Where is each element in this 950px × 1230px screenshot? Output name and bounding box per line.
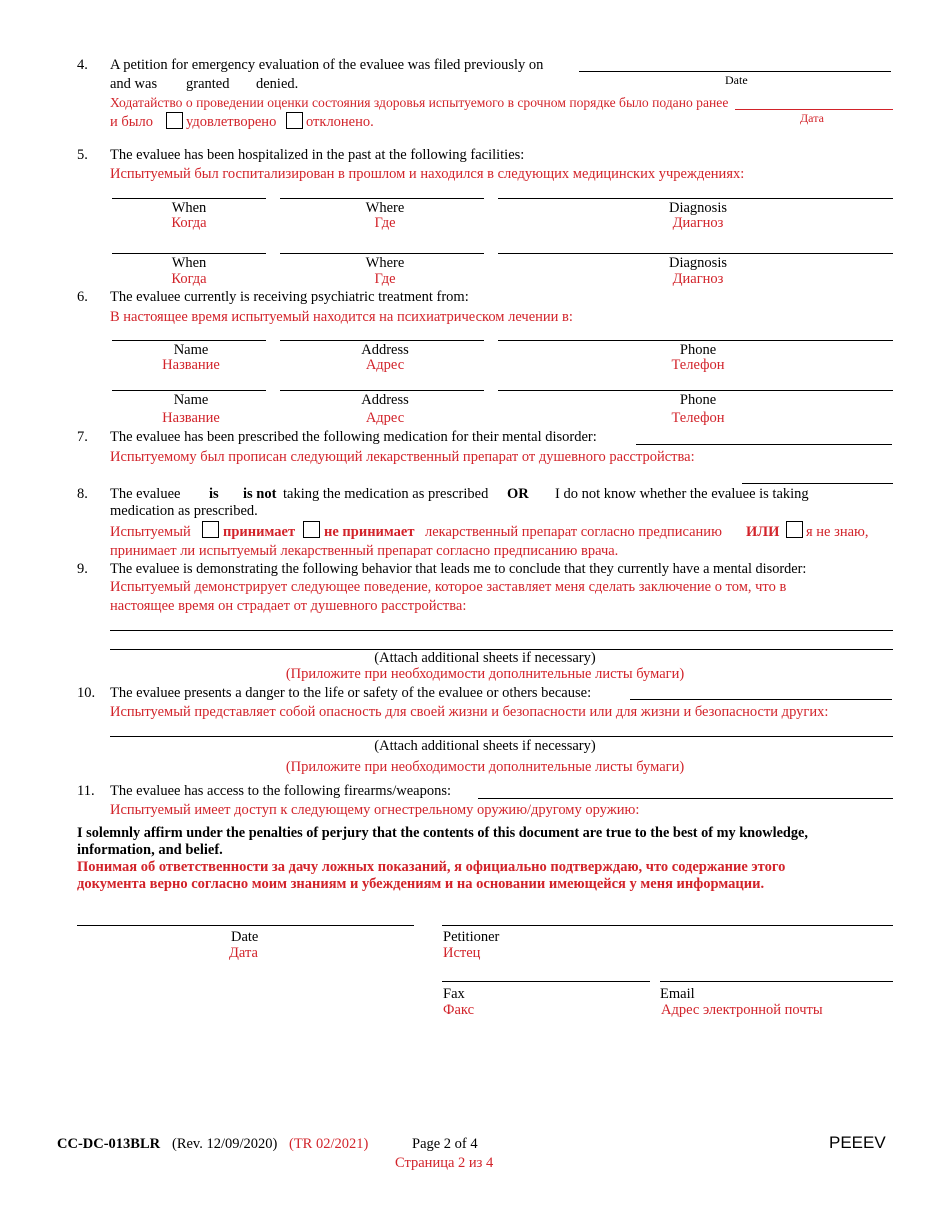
item4-date-line-ru — [735, 109, 893, 110]
fax-line[interactable] — [442, 981, 650, 982]
item4-denied: denied. — [256, 76, 299, 92]
affirm-text-1: I solemnly affirm under the penalties of perjury that the contents of this document are true to the best of my knowledge, — [77, 825, 808, 841]
hosp1-diagnosis-label-ru: Диагноз — [672, 215, 724, 231]
item8-number: 8. — [77, 486, 88, 502]
treat2-phone-label-ru: Телефон — [671, 410, 725, 426]
item8-text-a: The evaluee — [110, 486, 181, 502]
item8-text-c: I do not know whether the evaluee is taking — [555, 486, 809, 502]
affirm-text-ru-1: Понимая об ответственности за дачу ложных показаний, я официально подтверждаю, что содержание этого — [77, 859, 786, 875]
item8-text-b-ru: лекарственный препарат согласно предписанию — [425, 524, 722, 540]
item4-date-label-ru: Дата — [800, 111, 824, 125]
item11-text-ru: Испытуемый имеет доступ к следующему огнестрельному оружию/другому оружию: — [110, 802, 640, 818]
petitioner-signature-line[interactable] — [442, 925, 893, 926]
medication-line-2[interactable] — [742, 483, 893, 484]
treat2-address-label-ru: Адрес — [365, 410, 405, 426]
item7-text-ru: Испытуемому был прописан следующий лекарственный препарат от душевного расстройства: — [110, 449, 695, 465]
do-not-know-checkbox[interactable] — [786, 521, 803, 538]
hosp2-diagnosis-line[interactable] — [498, 253, 893, 254]
hosp2-diagnosis-label-ru: Диагноз — [672, 271, 724, 287]
treat2-name-label-ru: Название — [162, 410, 220, 426]
behavior-line-1[interactable] — [110, 630, 893, 631]
item4-and-was: and was — [110, 76, 158, 92]
item9-text-ru-2: настоящее время он страдает от душевного расстройства: — [110, 598, 467, 614]
item4-denied-ru: отклонено. — [306, 114, 374, 130]
item6-text: The evaluee currently is receiving psychiatric treatment from: — [110, 289, 469, 305]
form-code: PEEEV — [829, 1133, 886, 1152]
item5-text: The evaluee has been hospitalized in the past at the following facilities: — [110, 147, 525, 163]
item11-text: The evaluee has access to the following firearms/weapons: — [110, 783, 452, 799]
treat1-name-label-ru: Название — [162, 357, 220, 373]
hosp1-when-label: When — [171, 200, 207, 216]
form-revision: (Rev. 12/09/2020) — [172, 1136, 278, 1152]
item7-text: The evaluee has been prescribed the following medication for their mental disorder: — [110, 429, 597, 445]
item11-number: 11. — [77, 783, 95, 799]
hosp1-when-label-ru: Когда — [171, 215, 207, 231]
item4-text-ru: Ходатайство о проведении оценки состояния здоровья испытуемого в срочном порядке было подано ранее — [110, 95, 729, 110]
treat1-name-label: Name — [173, 342, 209, 358]
treat1-address-label: Address — [361, 342, 409, 358]
item10-attach-ru: (Приложите при необходимости дополнительные листы бумаги) — [285, 759, 685, 775]
item9-number: 9. — [77, 561, 88, 577]
hosp1-diagnosis-label: Diagnosis — [669, 200, 727, 216]
danger-line-1[interactable] — [630, 699, 892, 700]
treat2-address-line[interactable] — [280, 390, 484, 391]
affirm-text-2: information, and belief. — [77, 842, 223, 858]
is-not-taking-checkbox[interactable] — [303, 521, 320, 538]
medication-line-1[interactable] — [636, 444, 892, 445]
treat2-phone-line[interactable] — [498, 390, 893, 391]
item10-number: 10. — [77, 685, 96, 701]
item4-granted: granted — [186, 76, 230, 92]
hosp1-where-label-ru: Где — [374, 215, 396, 231]
item9-text-ru-1: Испытуемый демонстрирует следующее поведение, которое заставляет меня сделать заключение о том, что в — [110, 579, 787, 595]
is-taking-checkbox[interactable] — [202, 521, 219, 538]
item7-number: 7. — [77, 429, 88, 445]
item9-attach-ru: (Приложите при необходимости дополнительные листы бумаги) — [285, 666, 685, 682]
date-signature-line[interactable] — [77, 925, 414, 926]
hosp2-where-line[interactable] — [280, 253, 484, 254]
firearms-line[interactable] — [478, 798, 893, 799]
item4-text: A petition for emergency evaluation of the evaluee was filed previously on — [110, 57, 544, 73]
treat2-name-label: Name — [173, 392, 209, 408]
treat1-phone-label: Phone — [679, 342, 717, 358]
petitioner-label: Petitioner — [443, 929, 500, 945]
fax-label-ru: Факс — [443, 1002, 475, 1018]
email-label: Email — [660, 986, 695, 1002]
hosp2-when-line[interactable] — [112, 253, 266, 254]
hosp1-when-line[interactable] — [112, 198, 266, 199]
item5-number: 5. — [77, 147, 88, 163]
item8-text-d: medication as prescribed. — [110, 503, 258, 519]
hosp2-diagnosis-label: Diagnosis — [669, 255, 727, 271]
treat2-phone-label: Phone — [679, 392, 717, 408]
treat1-address-label-ru: Адрес — [365, 357, 405, 373]
item4-date-label: Date — [725, 73, 748, 87]
email-line[interactable] — [660, 981, 893, 982]
hosp1-where-line[interactable] — [280, 198, 484, 199]
item10-text-ru: Испытуемый представляет собой опасность для своей жизни и безопасности или для жизни и безопасности других: — [110, 704, 829, 720]
item6-text-ru: В настоящее время испытуемый находится на психиатрическом лечении в: — [110, 309, 573, 325]
item4-number: 4. — [77, 57, 88, 73]
item9-text: The evaluee is demonstrating the following behavior that leads me to conclude that they currently have a mental disorder: — [110, 561, 807, 577]
treat1-name-line[interactable] — [112, 340, 266, 341]
item9-attach: (Attach additional sheets if necessary) — [374, 650, 596, 666]
date-label-ru: Дата — [229, 945, 258, 961]
hosp1-diagnosis-line[interactable] — [498, 198, 893, 199]
affirm-text-ru-2: документа верно согласно моим знаниям и убеждениям и на основании имеющейся у меня информации. — [77, 876, 765, 892]
petitioner-label-ru: Истец — [443, 945, 481, 961]
item10-text: The evaluee presents a danger to the life or safety of the evaluee or others because: — [110, 685, 592, 701]
item4-and-was-ru: и было — [110, 114, 153, 130]
item10-attach: (Attach additional sheets if necessary) — [374, 738, 596, 754]
item8-text-c-ru: я не знаю, — [806, 524, 869, 540]
treat2-address-label: Address — [361, 392, 409, 408]
danger-line-2[interactable] — [110, 736, 893, 737]
item6-number: 6. — [77, 289, 88, 305]
treat1-phone-line[interactable] — [498, 340, 893, 341]
hosp2-when-label: When — [171, 255, 207, 271]
item5-text-ru: Испытуемый был госпитализирован в прошлом и находился в следующих медицинских учреждениях: — [110, 166, 745, 182]
item8-text-a-ru: Испытуемый — [110, 524, 191, 540]
item8-is-not-ru: не принимает — [324, 524, 415, 540]
treat1-address-line[interactable] — [280, 340, 484, 341]
date-label: Date — [231, 929, 259, 945]
denied-checkbox[interactable] — [286, 112, 303, 129]
item8-or-ru: ИЛИ — [746, 524, 780, 540]
hosp2-when-label-ru: Когда — [171, 271, 207, 287]
hosp2-where-label-ru: Где — [374, 271, 396, 287]
item8-or: OR — [507, 486, 529, 502]
treat1-phone-label-ru: Телефон — [671, 357, 725, 373]
hosp2-where-label: Where — [365, 255, 405, 271]
item8-text-d-ru: принимает ли испытуемый лекарственный препарат согласно предписанию врача. — [110, 543, 619, 559]
page-number-ru: Страница 2 из 4 — [395, 1155, 494, 1171]
treat2-name-line[interactable] — [112, 390, 266, 391]
item8-is-not: is not — [243, 486, 277, 502]
hosp1-where-label: Where — [365, 200, 405, 216]
email-label-ru: Адрес электронной почты — [661, 1002, 823, 1018]
item8-is-ru: принимает — [223, 524, 296, 540]
item4-date-line[interactable] — [579, 71, 891, 72]
item4-granted-ru: удовлетворено — [186, 114, 277, 130]
translation-revision: (TR 02/2021) — [289, 1136, 369, 1152]
page-number: Page 2 of 4 — [412, 1136, 478, 1152]
item8-text-b: taking the medication as prescribed — [283, 486, 489, 502]
granted-checkbox[interactable] — [166, 112, 183, 129]
fax-label: Fax — [443, 986, 465, 1002]
item8-is: is — [209, 486, 219, 502]
form-id: CC-DC-013BLR — [57, 1136, 161, 1152]
